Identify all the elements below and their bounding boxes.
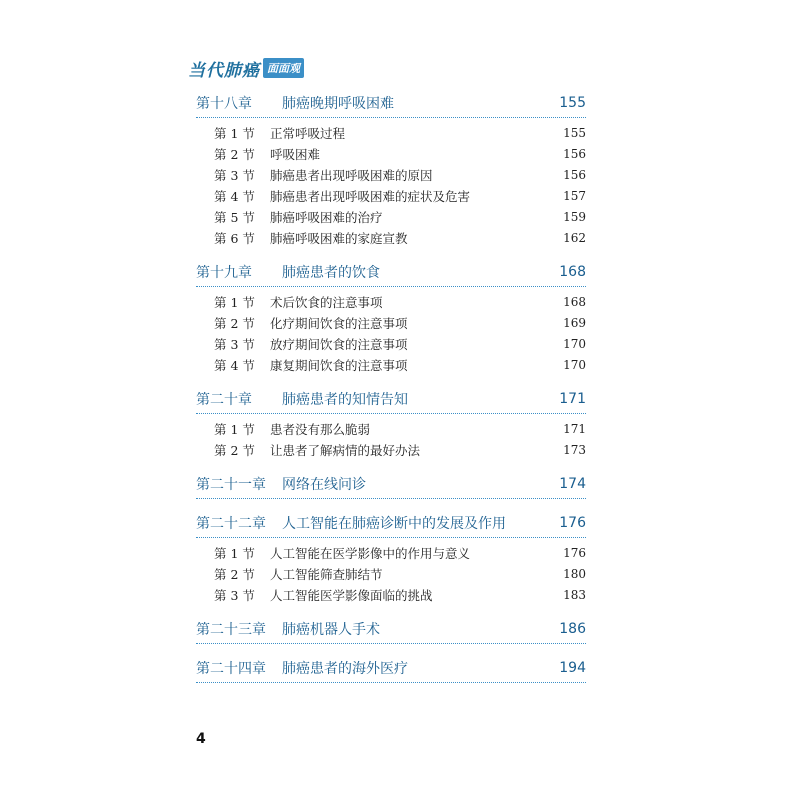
chapter-block <box>196 615 586 644</box>
table-of-contents <box>196 89 586 693</box>
section-item-left <box>196 441 420 459</box>
chapter-number: 第二十一章 <box>196 477 266 493</box>
chapter-number: 第二十三章 <box>196 622 266 638</box>
section-item-left <box>196 420 370 438</box>
chapter-heading-left <box>196 658 408 678</box>
section-number: 第 1 节 <box>214 294 255 310</box>
section-number: 第 3 节 <box>214 167 255 183</box>
chapter-page: 171 <box>559 391 586 407</box>
section-title: 肺癌患者出现呼吸困难的症状及危害 <box>270 188 471 204</box>
section-item[interactable] <box>196 354 586 375</box>
chapter-title: 网络在线问诊 <box>282 477 366 493</box>
section-item-left <box>196 565 383 583</box>
chapter-page: 168 <box>559 264 586 280</box>
chapter-title: 肺癌机器人手术 <box>282 622 380 638</box>
chapter-page: 186 <box>559 621 586 637</box>
section-list <box>196 287 586 375</box>
section-number: 第 5 节 <box>214 209 255 225</box>
section-page: 169 <box>563 315 586 330</box>
section-item[interactable] <box>196 439 586 460</box>
section-list <box>196 118 586 248</box>
chapter-page: 176 <box>559 515 586 531</box>
section-title: 术后饮食的注意事项 <box>270 294 383 310</box>
logo-title: 当代肺癌 <box>188 60 260 81</box>
chapter-block <box>196 385 586 460</box>
section-item-left <box>196 544 470 562</box>
section-item-left <box>196 293 383 311</box>
section-title: 让患者了解病情的最好办法 <box>270 442 421 458</box>
section-item[interactable] <box>196 584 586 605</box>
section-number: 第 4 节 <box>214 188 255 204</box>
chapter-number: 第二十四章 <box>196 661 266 677</box>
chapter-title: 肺癌晚期呼吸困难 <box>282 96 394 112</box>
section-title: 人工智能医学影像面临的挑战 <box>270 587 433 603</box>
section-item-left <box>196 145 320 163</box>
chapter-title: 人工智能在肺癌诊断中的发展及作用 <box>282 516 506 532</box>
section-number: 第 2 节 <box>214 442 255 458</box>
chapter-page: 194 <box>559 660 586 676</box>
chapter-heading[interactable] <box>196 615 586 644</box>
section-list <box>196 414 586 460</box>
chapter-number: 第十九章 <box>196 265 252 281</box>
chapter-heading-left <box>196 619 380 639</box>
section-page: 173 <box>563 442 586 457</box>
section-title: 正常呼吸过程 <box>270 125 346 141</box>
section-item-left <box>196 229 408 247</box>
section-title: 呼吸困难 <box>270 146 321 162</box>
chapter-number: 第十八章 <box>196 96 252 112</box>
section-number: 第 2 节 <box>214 315 255 331</box>
section-page: 170 <box>563 357 586 372</box>
section-title: 肺癌患者出现呼吸困难的原因 <box>270 167 433 183</box>
chapter-page: 155 <box>559 95 586 111</box>
section-title: 康复期间饮食的注意事项 <box>270 357 408 373</box>
section-page: 162 <box>563 230 586 245</box>
section-item[interactable] <box>196 291 586 312</box>
section-item[interactable] <box>196 164 586 185</box>
chapter-heading[interactable] <box>196 470 586 499</box>
section-number: 第 1 节 <box>214 421 255 437</box>
section-page: 171 <box>563 421 586 436</box>
section-page: 183 <box>563 587 586 602</box>
section-item[interactable] <box>196 312 586 333</box>
section-item[interactable] <box>196 563 586 584</box>
section-number: 第 1 节 <box>214 545 255 561</box>
section-item[interactable] <box>196 122 586 143</box>
section-item[interactable] <box>196 542 586 563</box>
chapter-title: 肺癌患者的知情告知 <box>282 392 408 408</box>
chapter-page: 174 <box>559 476 586 492</box>
chapter-heading[interactable] <box>196 258 586 287</box>
section-item-left <box>196 187 470 205</box>
page-number: 4 <box>196 731 206 747</box>
section-number: 第 2 节 <box>214 566 255 582</box>
chapter-block <box>196 654 586 683</box>
section-title: 人工智能在医学影像中的作用与意义 <box>270 545 471 561</box>
section-page: 168 <box>563 294 586 309</box>
chapter-number: 第二十二章 <box>196 516 266 532</box>
section-item[interactable] <box>196 143 586 164</box>
section-title: 肺癌呼吸困难的家庭宣教 <box>270 230 408 246</box>
chapter-title: 肺癌患者的海外医疗 <box>282 661 408 677</box>
section-number: 第 3 节 <box>214 336 255 352</box>
section-number: 第 1 节 <box>214 125 255 141</box>
chapter-heading-left <box>196 513 506 533</box>
section-title: 化疗期间饮食的注意事项 <box>270 315 408 331</box>
chapter-heading[interactable] <box>196 654 586 683</box>
section-page: 157 <box>563 188 586 203</box>
chapter-heading-left <box>196 93 394 113</box>
chapter-heading-left <box>196 262 380 282</box>
chapter-heading-left <box>196 389 408 409</box>
section-number: 第 6 节 <box>214 230 255 246</box>
chapter-heading[interactable] <box>196 89 586 118</box>
section-list <box>196 538 586 605</box>
book-logo <box>188 56 304 80</box>
section-item[interactable] <box>196 227 586 248</box>
section-page: 156 <box>563 146 586 161</box>
section-item-left <box>196 166 433 184</box>
section-item[interactable] <box>196 185 586 206</box>
section-page: 176 <box>563 545 586 560</box>
logo-tag: 面面观 <box>263 58 304 78</box>
chapter-block <box>196 509 586 605</box>
chapter-title: 肺癌患者的饮食 <box>282 265 380 281</box>
section-title: 放疗期间饮食的注意事项 <box>270 336 408 352</box>
chapter-block <box>196 89 586 248</box>
section-page: 156 <box>563 167 586 182</box>
section-page: 155 <box>563 125 586 140</box>
section-title: 人工智能筛查肺结节 <box>270 566 383 582</box>
chapter-block <box>196 470 586 499</box>
section-number: 第 2 节 <box>214 146 255 162</box>
section-item-left <box>196 124 345 142</box>
section-page: 159 <box>563 209 586 224</box>
section-item-left <box>196 586 433 604</box>
section-page: 180 <box>563 566 586 581</box>
section-item-left <box>196 335 408 353</box>
section-item[interactable] <box>196 206 586 227</box>
chapter-heading-left <box>196 474 366 494</box>
chapter-heading[interactable] <box>196 509 586 538</box>
section-item[interactable] <box>196 333 586 354</box>
section-number: 第 3 节 <box>214 587 255 603</box>
chapter-number: 第二十章 <box>196 392 252 408</box>
section-item-left <box>196 314 408 332</box>
chapter-block <box>196 258 586 375</box>
section-item-left <box>196 208 383 226</box>
section-page: 170 <box>563 336 586 351</box>
section-item[interactable] <box>196 418 586 439</box>
section-number: 第 4 节 <box>214 357 255 373</box>
section-title: 肺癌呼吸困难的治疗 <box>270 209 383 225</box>
section-item-left <box>196 356 408 374</box>
section-title: 患者没有那么脆弱 <box>270 421 371 437</box>
chapter-heading[interactable] <box>196 385 586 414</box>
